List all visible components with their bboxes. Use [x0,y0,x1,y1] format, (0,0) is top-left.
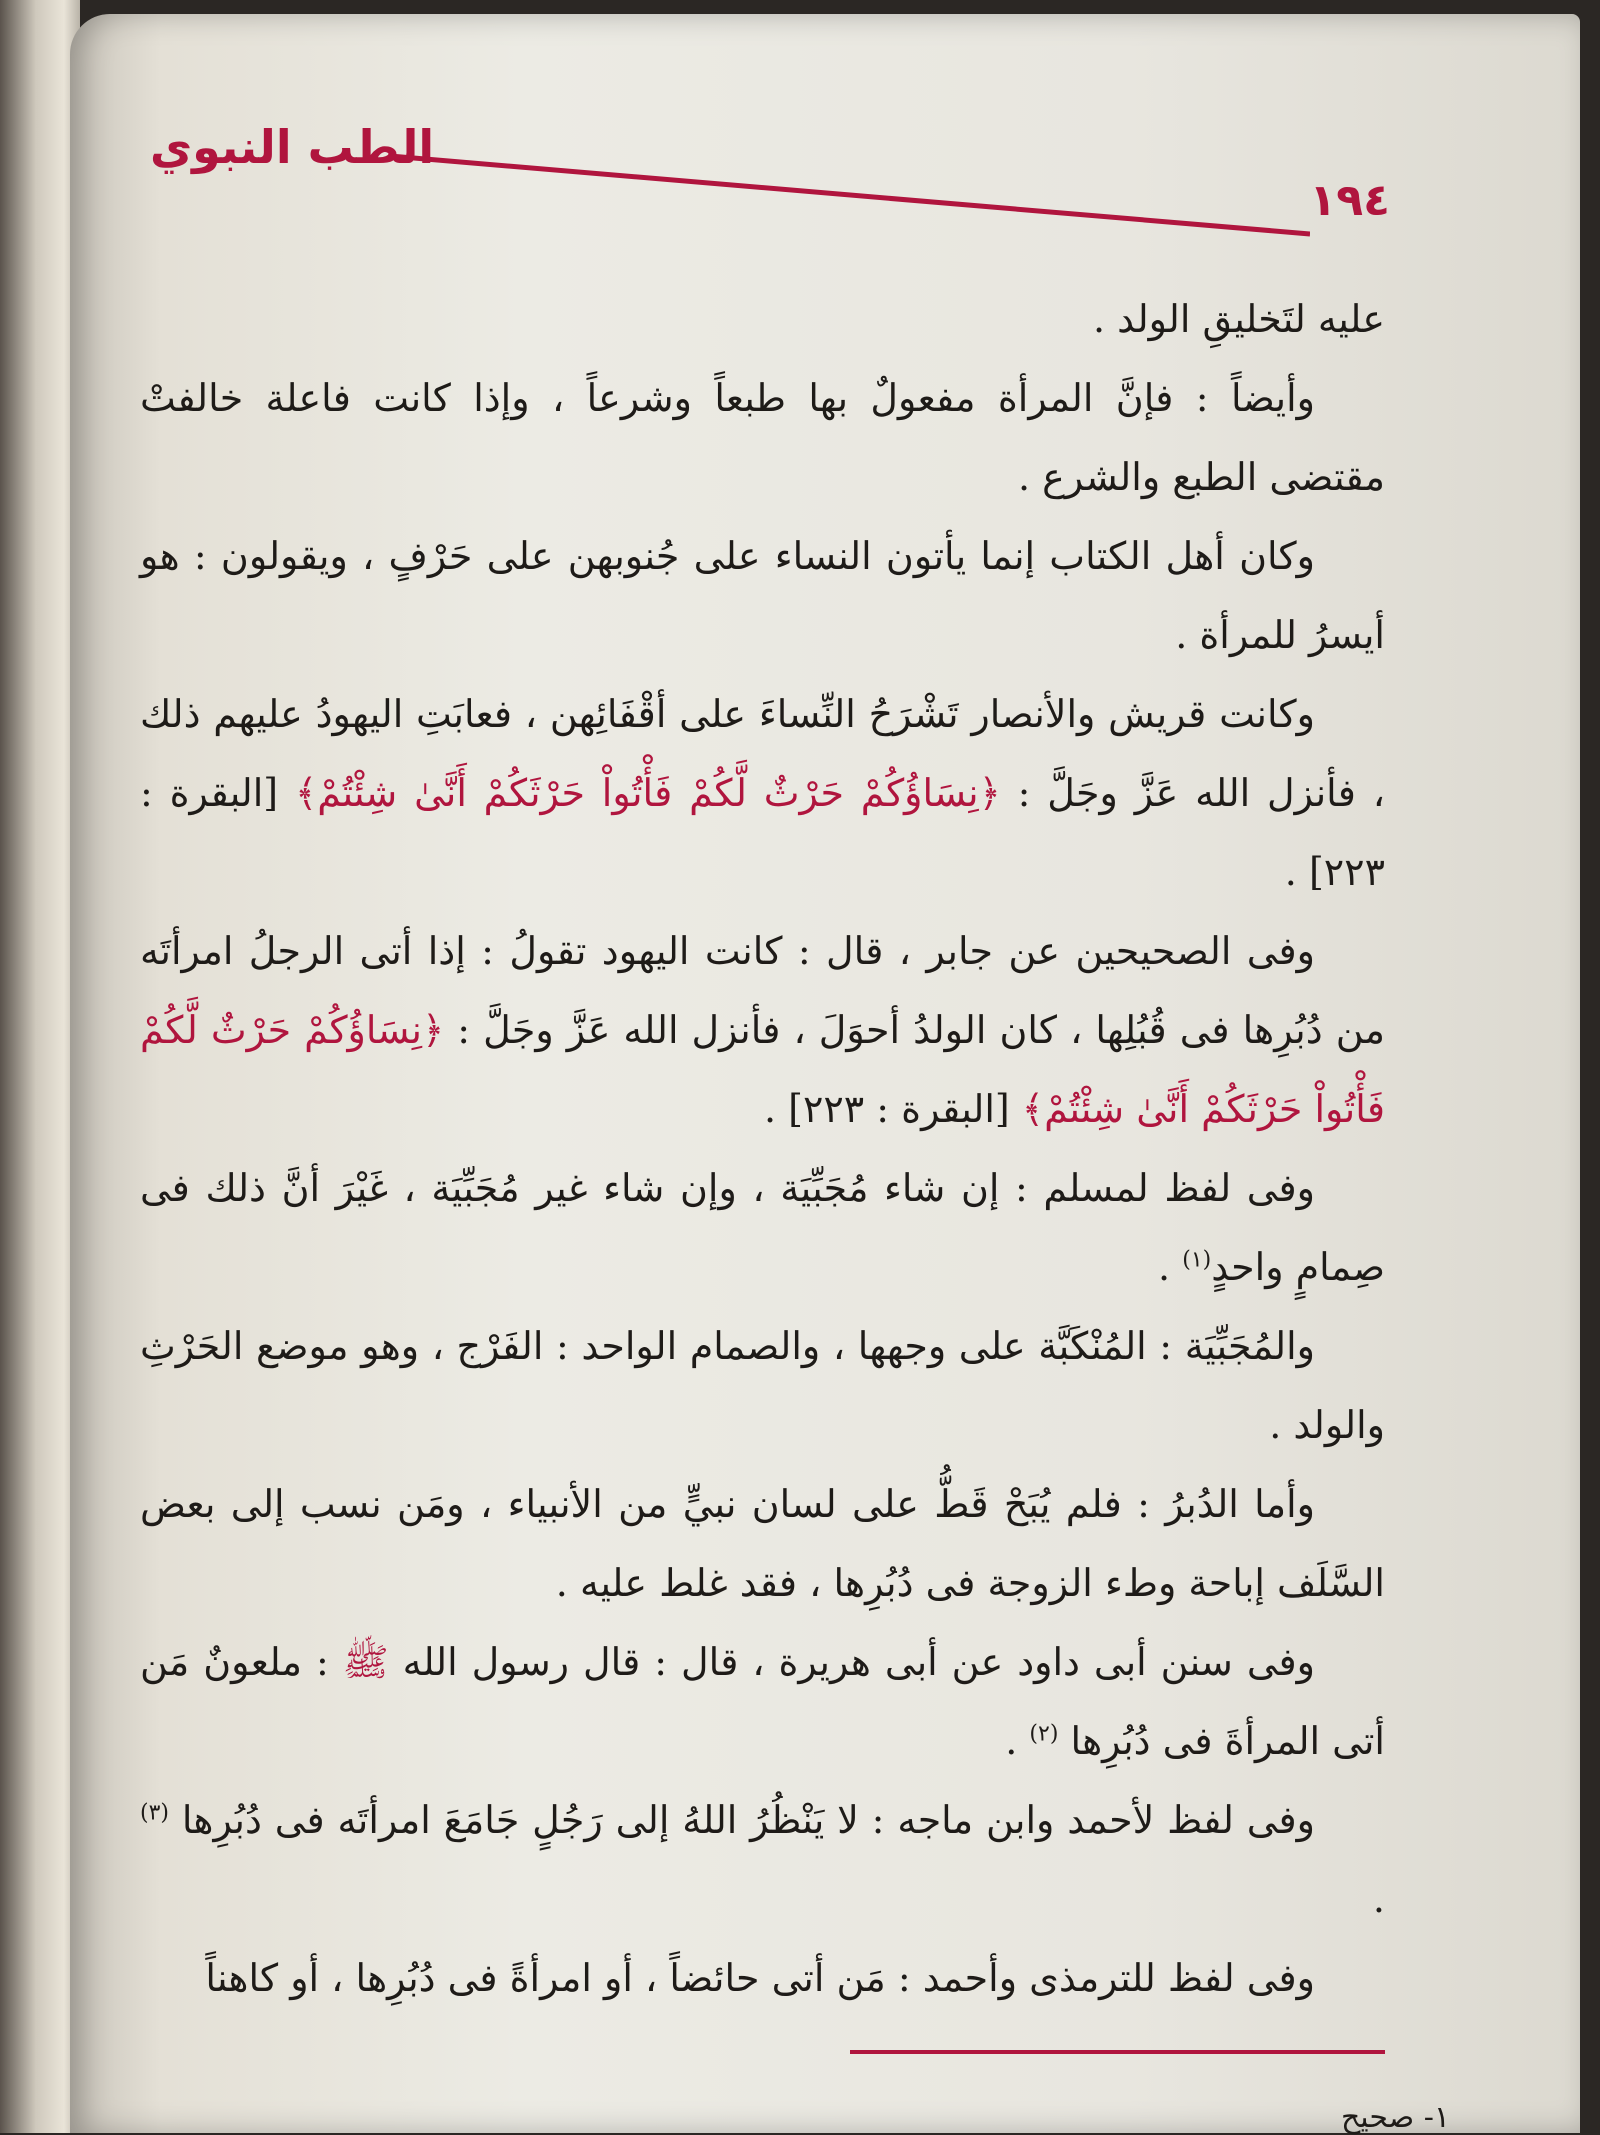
text-run: . [1372,1877,1385,1921]
text-run: وفى سنن أبى داود عن أبى هريرة ، قال : قال رسول الله [388,1640,1316,1684]
running-header [150,120,1390,226]
text-run: . [1005,1719,1030,1763]
text-run: وفى لفظ لمسلم : إن شاء مُجَبِّيَة ، وإن شاء غير مُجَبِّيَة ، غَيْرَ أنَّ ذلك فى صِمامٍ واحدٍ [140,1166,1385,1289]
text-run: وفى الصحيحين عن جابر ، قال : كانت اليهود تقولُ : إذا أتى الرجلُ امرأتَه من دُبُرِها فى قُبُلِها ، كان الولدُ أحوَلَ ، فأنزل الله عَزَّ وجَلَّ : [140,929,1385,1052]
text-run: وأما الدُبرُ : فلم يُبَحْ قَطُّ على لسان نبيٍّ من الأنبياء ، ومَن نسب إلى بعض السَّلَف إباحة وطء الزوجة فى دُبُرِها ، فقد غلط عليه . [140,1482,1385,1605]
header-rule [390,152,1310,238]
text-run: وفى لفظ لأحمد وابن ماجه : لا يَنْظُرُ اللهُ إلى رَجُلٍ جَامَعَ امرأتَه فى دُبُرِها [169,1798,1315,1842]
text-run: عليه لتَخليقِ الولد . [1092,297,1385,341]
text-run: وكانت قريش والأنصار تَشْرَحُ النِّساءَ على أقْفَائِهن ، فعابَتِ اليهودُ عليهم ذلك ، فأنزل الله عَزَّ وجَلَّ : [140,692,1385,815]
footnote-start: ١- صحيح [1340,2100,1450,2135]
paragraph [140,1465,1385,1623]
text-run: وأيضاً : فإنَّ المرأة مفعولٌ بها طبعاً وشرعاً ، وإذا كانت فاعلة خالفتْ مقتضى الطبع والشرع . [140,376,1385,499]
paragraph [140,1149,1385,1307]
quran-verse: ﷺ [342,1640,389,1684]
facing-page-edge [0,0,80,2133]
page-number: ١٩٤ [1309,175,1390,226]
paragraph [140,675,1385,912]
text-run: وفى لفظ للترمذى وأحمد : مَن أتى حائضاً ، أو امرأةً فى دُبُرِها ، أو كاهناً [205,1956,1315,2000]
footnote-marker: (٢) [1029,1721,1059,1747]
book-title: الطب النبوي [150,120,435,174]
paragraph [140,1623,1385,1781]
body-text [140,280,1385,2018]
paragraph [140,280,1385,359]
text-run: [البقرة : ٢٢٣] . [764,1087,1022,1131]
paragraph [140,1307,1385,1465]
paragraph [140,1939,1385,2018]
footnote-marker: (١) [1182,1247,1212,1273]
text-run: [البقرة : ٢٢٣] . [140,771,1385,894]
text-run: : ملعونٌ مَن أتى المرأةَ فى دُبُرِها [140,1640,1385,1763]
footnote-rule [850,2050,1385,2054]
text-run: والمُجَبِّيَة : المُنْكَبَّة على وجهها ، والصمام الواحد : الفَرْج ، وهو موضع الحَرْثِ والولد . [140,1324,1385,1447]
quran-verse: ﴿نِسَاؤُكُمْ حَرْثٌ لَّكُمْ فَأْتُواْ حَرْثَكُمْ أَنَّىٰ شِئْتُمْ﴾ [294,771,1001,815]
quran-verse: ﴿نِسَاؤُكُمْ حَرْثٌ لَّكُمْ فَأْتُواْ حَرْثَكُمْ أَنَّىٰ شِئْتُمْ﴾ [140,1008,1385,1131]
paragraph [140,912,1385,1149]
paragraph [140,517,1385,675]
paragraph [140,1781,1385,1939]
footnote-marker: (٣) [140,1800,170,1826]
paragraph [140,359,1385,517]
text-run: وكان أهل الكتاب إنما يأتون النساء على جُنوبهن على حَرْفٍ ، ويقولون : هو أيسرُ للمرأة . [140,534,1385,657]
text-run: . [1158,1245,1183,1289]
